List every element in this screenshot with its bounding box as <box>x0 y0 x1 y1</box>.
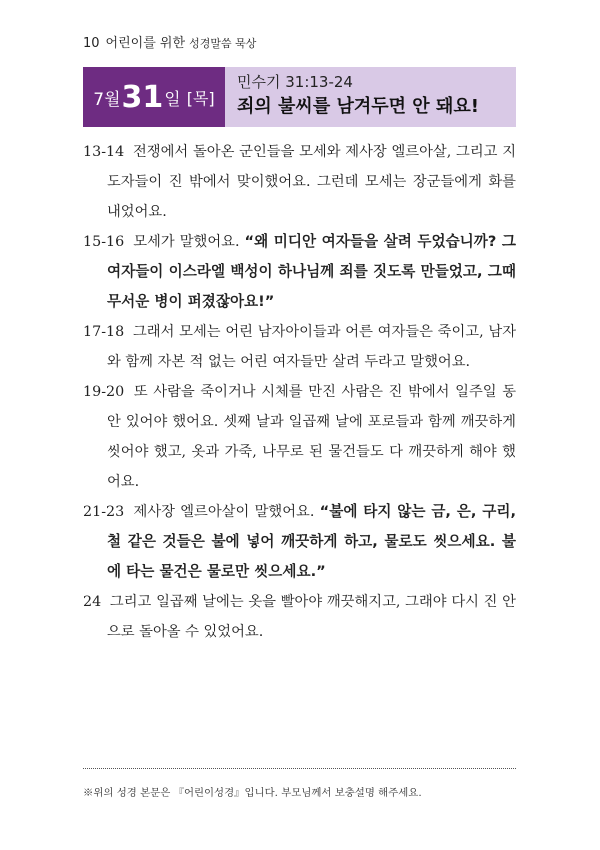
passage-reference: 민수기 31:13-24 <box>237 73 353 91</box>
verse <box>83 587 516 647</box>
date-month: 7월 <box>93 89 121 110</box>
book-subtitle: 성경말씀 묵상 <box>189 37 257 50</box>
heading-box <box>225 67 516 127</box>
date-day: 31 <box>121 79 164 115</box>
book-title: 어린이를 위한 <box>105 36 186 51</box>
verse <box>83 497 516 587</box>
verse <box>83 137 516 227</box>
verse-text: 모세가 말했어요. <box>133 234 240 250</box>
running-head <box>83 32 256 51</box>
verse <box>83 317 516 377</box>
verse <box>83 227 516 317</box>
verse-number: 13-14 <box>83 144 125 160</box>
verse-text: 그래서 모세는 어린 남자아이들과 어른 여자들은 죽이고, 남자와 함께 자본 적 없는 어린 여자들만 살려 두라고 말했어요. <box>107 324 517 370</box>
page-number: 10 <box>83 36 100 51</box>
date-weekday: [목] <box>186 88 215 108</box>
verse-number: 24 <box>83 594 102 610</box>
verse-text: 그리고 일곱째 날에는 옷을 빨아야 깨끗해지고, 그래야 다시 진 안으로 돌아올 수 있었어요. <box>107 594 516 640</box>
verse-list <box>83 137 516 647</box>
verse-quote: “왜 미디안 여자들을 살려 두었습니까? 그 여자들이 이스라엘 백성이 하나님께 죄를 짓도록 만들었고, 그때 무서운 병이 퍼졌잖아요!” <box>107 233 517 310</box>
verse-number: 19-20 <box>83 384 125 400</box>
verse <box>83 377 516 497</box>
verse-number: 17-18 <box>83 324 125 340</box>
verse-number: 21-23 <box>83 504 125 520</box>
passage-title: 죄의 불씨를 남겨두면 안 돼요! <box>237 96 479 117</box>
verse-number: 15-16 <box>83 234 125 250</box>
footnote: ※위의 성경 본문은 『어린이성경』입니다. 부모님께서 보충설명 해주세요. <box>83 787 422 799</box>
date-day-suffix: 일 <box>164 89 181 110</box>
date-box <box>83 67 225 127</box>
verse-quote: “불에 타지 않는 금, 은, 구리, 철 같은 것들은 불에 넣어 깨끗하게 하고, 물로도 씻으세요. 불에 타는 물건은 물로만 씻으세요.” <box>107 503 516 580</box>
verse-text: 전쟁에서 돌아온 군인들을 모세와 제사장 엘르아살, 그리고 지도자들이 진 밖에서 맞이했어요. 그런데 모세는 장군들에게 화를 내었어요. <box>107 144 517 220</box>
title-bar <box>83 67 516 127</box>
footnote-divider <box>83 768 516 769</box>
verse-text: 제사장 엘르아살이 말했어요. <box>133 504 315 520</box>
verse-text: 또 사람을 죽이거나 시체를 만진 사람은 진 밖에서 일주일 동안 있어야 했어요. 셋째 날과 일곱째 날에 포로들과 함께 깨끗하게 씻어야 했고, 옷과 가죽, 나무로 된 물건들도 다 깨끗하게 해야 했어요. <box>107 384 517 490</box>
